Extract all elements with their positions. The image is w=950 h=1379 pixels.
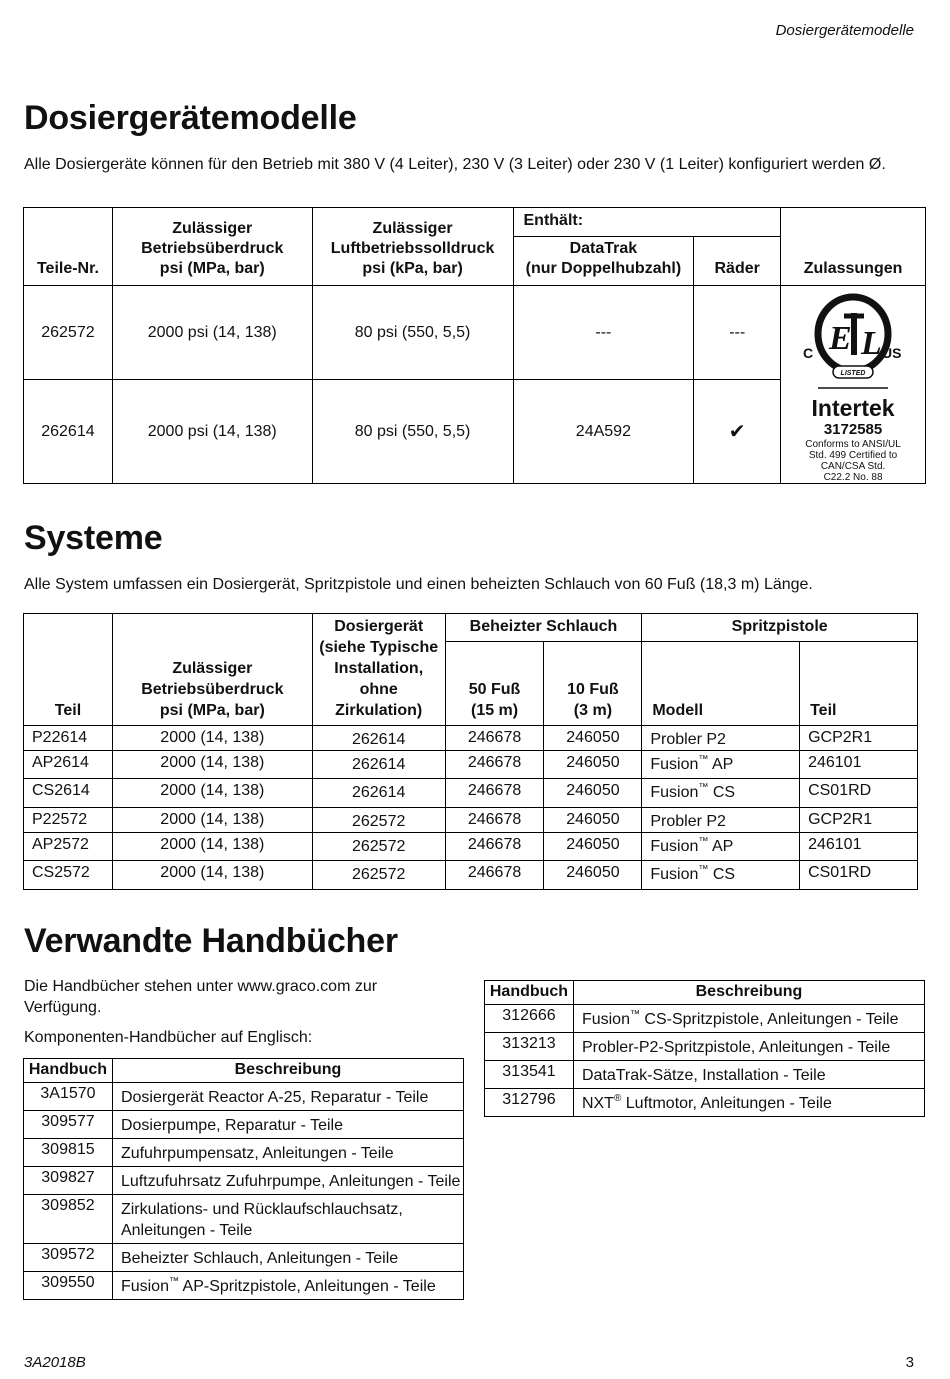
cell-gun-model: Probler P2 xyxy=(642,808,800,833)
cell-proportioner: 262614 xyxy=(312,726,445,751)
svg-text:LISTED: LISTED xyxy=(840,370,866,377)
cell-proportioner: 262572 xyxy=(312,833,445,861)
col-header-air-pressure: Zulässiger Luftbetriebssolldruck psi (kPa, bar) xyxy=(312,208,513,286)
cell-pressure: 2000 (14, 138) xyxy=(112,751,312,779)
cell-gun-part: CS01RD xyxy=(800,779,918,808)
section-title-manuals: Verwandte Handbücher xyxy=(24,922,398,960)
manual-number: 309827 xyxy=(24,1167,113,1195)
manual-description: Beheizter Schlauch, Anleitungen - Teile xyxy=(112,1244,463,1272)
manual-description: Fusion™ AP-Spritzpistole, Anleitungen - Teile xyxy=(112,1272,463,1300)
col-header-part: Teile-Nr. xyxy=(24,208,113,286)
manual-number: 309572 xyxy=(24,1244,113,1272)
etl-certification xyxy=(781,292,925,483)
col-header-manual: Handbuch xyxy=(485,981,574,1005)
col-header-contains: Enthält: xyxy=(513,208,781,237)
manual-number: 309815 xyxy=(24,1139,113,1167)
list-item xyxy=(24,1272,464,1300)
cell-datatrak: --- xyxy=(513,286,694,380)
cell-proportioner: 262614 xyxy=(312,751,445,779)
table-row xyxy=(24,808,918,833)
manual-description: DataTrak-Sätze, Installation - Teile xyxy=(573,1061,924,1089)
cell-air-pressure: 80 psi (550, 5,5) xyxy=(312,380,513,484)
models-table xyxy=(23,207,926,484)
cell-proportioner: 262572 xyxy=(312,808,445,833)
etl-listed-mark-icon xyxy=(797,292,909,390)
cell-hose-10ft: 246050 xyxy=(544,833,642,861)
cell-pressure: 2000 (14, 138) xyxy=(112,808,312,833)
running-header: Dosiergerätemodelle xyxy=(775,22,914,39)
col-header-approvals: Zulassungen xyxy=(781,208,926,286)
list-item xyxy=(24,1083,464,1111)
manual-number: 313213 xyxy=(485,1033,574,1061)
cell-gun-part: 246101 xyxy=(800,751,918,779)
manual-number: 309550 xyxy=(24,1272,113,1300)
cell-hose-10ft: 246050 xyxy=(544,751,642,779)
col-header-proportioner: Dosiergerät (siehe Typische Installation, ohne Zirkulation) xyxy=(312,614,445,726)
page-number: 3 xyxy=(905,1354,914,1371)
cell-wheels: --- xyxy=(694,286,781,380)
list-item xyxy=(485,1089,925,1117)
manual-description: Dosierpumpe, Reparatur - Teile xyxy=(112,1111,463,1139)
systems-table xyxy=(23,613,918,890)
list-item xyxy=(24,1244,464,1272)
cell-datatrak: 24A592 xyxy=(513,380,694,484)
cell-hose-50ft: 246678 xyxy=(445,808,544,833)
col-header-pressure: Zulässiger Betriebsüberdruck psi (MPa, bar) xyxy=(112,614,312,726)
col-header-heated-hose: Beheizter Schlauch xyxy=(445,614,642,642)
table-row xyxy=(24,286,926,380)
manual-description: Fusion™ CS-Spritzpistole, Anleitungen - Teile xyxy=(573,1005,924,1033)
cell-gun-model: Fusion™ CS xyxy=(642,779,800,808)
svg-text:C: C xyxy=(803,345,814,361)
systems-intro: Alle System umfassen ein Dosiergerät, Spritzpistole und einen beheizten Schlauch von 60 Fuß (18,3 m) Länge. xyxy=(24,576,813,593)
cell-pressure: 2000 psi (14, 138) xyxy=(112,380,312,484)
list-item xyxy=(24,1139,464,1167)
col-header-pressure: Zulässiger Betriebsüberdruck psi (MPa, bar) xyxy=(112,208,312,286)
col-header-gun-model: Modell xyxy=(642,642,800,726)
cell-part: AP2614 xyxy=(24,751,113,779)
col-header-hose-10ft: 10 Fuß (3 m) xyxy=(544,642,642,726)
cell-pressure: 2000 psi (14, 138) xyxy=(112,286,312,380)
models-intro: Alle Dosiergeräte können für den Betrieb mit 380 V (4 Leiter), 230 V (3 Leiter) oder 230 V (1 Leiter) konfiguriert werden Ø. xyxy=(24,156,886,173)
manual-number: 3A1570 xyxy=(24,1083,113,1111)
cell-gun-model: Fusion™ AP xyxy=(642,751,800,779)
cell-part: AP2572 xyxy=(24,833,113,861)
manual-description: Dosiergerät Reactor A-25, Reparatur - Teile xyxy=(112,1083,463,1111)
cell-proportioner: 262614 xyxy=(312,779,445,808)
svg-text:CM: CM xyxy=(881,315,888,320)
list-item xyxy=(24,1111,464,1139)
list-item xyxy=(485,1005,925,1033)
table-row xyxy=(24,861,918,890)
cell-part: CS2614 xyxy=(24,779,113,808)
section-title-models: Dosiergerätemodelle xyxy=(24,99,357,137)
col-header-gun-part: Teil xyxy=(800,642,918,726)
cell-pressure: 2000 (14, 138) xyxy=(112,726,312,751)
manuals-table-left xyxy=(23,1058,464,1300)
list-item xyxy=(485,1033,925,1061)
col-header-hose-50ft: 50 Fuß (15 m) xyxy=(445,642,544,726)
manual-description: Zirkulations- und Rücklaufschlauchsatz, Anleitungen - Teile xyxy=(112,1195,463,1244)
cell-gun-model: Fusion™ CS xyxy=(642,861,800,890)
manual-description: Zufuhrpumpensatz, Anleitungen - Teile xyxy=(112,1139,463,1167)
table-row xyxy=(24,751,918,779)
col-header-description: Beschreibung xyxy=(112,1059,463,1083)
cell-hose-10ft: 246050 xyxy=(544,808,642,833)
cell-hose-50ft: 246678 xyxy=(445,861,544,890)
col-header-wheels: Räder xyxy=(694,237,781,286)
manual-number: 309852 xyxy=(24,1195,113,1244)
col-header-spray-gun: Spritzpistole xyxy=(642,614,918,642)
cell-hose-10ft: 246050 xyxy=(544,779,642,808)
col-header-manual: Handbuch xyxy=(24,1059,113,1083)
cell-air-pressure: 80 psi (550, 5,5) xyxy=(312,286,513,380)
cell-part: P22614 xyxy=(24,726,113,751)
intertek-logo: Intertek xyxy=(811,395,895,421)
manual-description: Probler-P2-Spritzpistole, Anleitungen - Teile xyxy=(573,1033,924,1061)
cell-part: CS2572 xyxy=(24,861,113,890)
cert-conformity: Conforms to ANSI/UL Std. 499 Certified to CAN/CSA Std. C22.2 No. 88 xyxy=(805,439,901,483)
document-number: 3A2018B xyxy=(24,1354,86,1371)
cell-hose-50ft: 246678 xyxy=(445,751,544,779)
cell-gun-model: Probler P2 xyxy=(642,726,800,751)
manual-number: 309577 xyxy=(24,1111,113,1139)
col-header-description: Beschreibung xyxy=(573,981,924,1005)
cell-hose-50ft: 246678 xyxy=(445,726,544,751)
approvals-cell xyxy=(781,286,926,484)
cell-part: 262614 xyxy=(24,380,113,484)
section-title-systems: Systeme xyxy=(24,519,163,557)
cell-proportioner: 262572 xyxy=(312,861,445,890)
cell-pressure: 2000 (14, 138) xyxy=(112,833,312,861)
manuals-subintro: Komponenten-Handbücher auf Englisch: xyxy=(24,1029,313,1046)
cell-hose-50ft: 246678 xyxy=(445,833,544,861)
manual-description: NXT® Luftmotor, Anleitungen - Teile xyxy=(573,1089,924,1117)
cell-gun-part: GCP2R1 xyxy=(800,808,918,833)
cell-gun-model: Fusion™ AP xyxy=(642,833,800,861)
list-item xyxy=(24,1195,464,1244)
cell-hose-50ft: 246678 xyxy=(445,779,544,808)
manuals-intro: Die Handbücher stehen unter www.graco.com zur Verfügung. xyxy=(24,978,378,1016)
cell-part: 262572 xyxy=(24,286,113,380)
table-row xyxy=(24,726,918,751)
cell-pressure: 2000 (14, 138) xyxy=(112,861,312,890)
checkmark-icon: ✔ xyxy=(694,380,781,484)
cell-pressure: 2000 (14, 138) xyxy=(112,779,312,808)
svg-text:E: E xyxy=(829,320,852,357)
manual-description: Luftzufuhrsatz Zufuhrpumpe, Anleitungen - Teile xyxy=(112,1167,463,1195)
cell-hose-10ft: 246050 xyxy=(544,861,642,890)
cell-gun-part: 246101 xyxy=(800,833,918,861)
cell-part: P22572 xyxy=(24,808,113,833)
manual-number: 312796 xyxy=(485,1089,574,1117)
cell-gun-part: GCP2R1 xyxy=(800,726,918,751)
manual-number: 312666 xyxy=(485,1005,574,1033)
col-header-datatrak: DataTrak (nur Doppelhubzahl) xyxy=(513,237,694,286)
table-row xyxy=(24,779,918,808)
cert-number: 3172585 xyxy=(823,421,883,438)
svg-text:US: US xyxy=(882,345,902,361)
list-item xyxy=(24,1167,464,1195)
manual-number: 313541 xyxy=(485,1061,574,1089)
col-header-part: Teil xyxy=(24,614,113,726)
cell-gun-part: CS01RD xyxy=(800,861,918,890)
cell-hose-10ft: 246050 xyxy=(544,726,642,751)
svg-text:L: L xyxy=(861,325,882,362)
list-item xyxy=(485,1061,925,1089)
table-row xyxy=(24,833,918,861)
manuals-table-right xyxy=(484,980,925,1117)
